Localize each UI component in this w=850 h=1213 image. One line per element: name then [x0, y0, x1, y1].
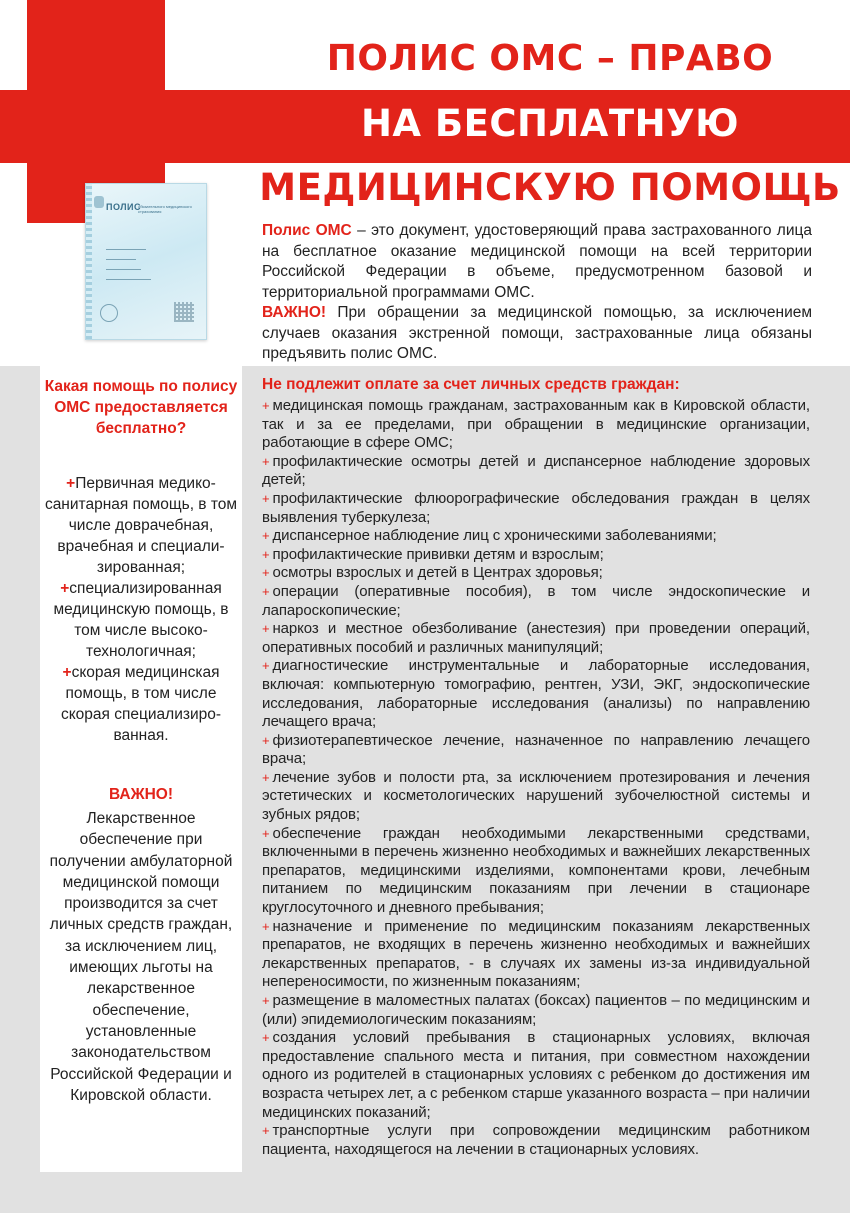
list-item	[262, 583, 810, 620]
list-item-text: транспортные услуги при сопровождении медицинским работником пациента, находящегося на лечении в стационарных условиях.	[262, 1122, 810, 1158]
intro-text-1: – это документ, удостоверяющий права застрахованного лица на бесплатное оказание медицинской помощи на всей территории Российской Федерации в объеме, предусмотренном базовой и территориальной программами ОМС.	[262, 222, 813, 301]
plus-icon: +	[262, 528, 270, 544]
list-item-text: размещение в маломестных палатах (боксах) пациентов – по медицинским и (или) эпидемиологическим показаниям;	[262, 992, 810, 1028]
plus-icon: +	[262, 621, 270, 637]
list-item-text: создания условий пребывания в стационарных условиях, включая предоставление спального места и питания, при совместном нахождении одного из родителей в стационарных условиях с ребенком до достижения им возраста четырех лет, а с ребенком старше указанного возраста – при наличии медицинских показаний;	[262, 1029, 810, 1121]
intro-lead: Полис ОМС	[262, 222, 352, 239]
intro-text	[262, 221, 812, 365]
sidebar-list-item	[42, 578, 240, 662]
list-item	[262, 1029, 810, 1122]
card-seal-icon	[100, 304, 118, 322]
list-item	[262, 490, 810, 527]
card-qr-icon	[174, 302, 194, 322]
list-item-text: лечение зубов и полости рта, за исключением протезирования и лечения эстетических и косметологических нарушений зубочелюстной системы и зубных рядов;	[262, 768, 810, 824]
sidebar-list	[42, 473, 240, 746]
card-line	[106, 259, 136, 260]
list-item-text: профилактические флюорографические обследования граждан в целях выявления туберкулеза;	[262, 489, 810, 526]
list-item-text: профилактические прививки детям и взрослым;	[272, 545, 604, 563]
title-line-1: ПОЛИС ОМС – ПРАВО	[326, 38, 774, 79]
list-item	[262, 546, 810, 565]
list-item	[262, 657, 810, 731]
list-item	[262, 453, 810, 490]
plus-icon: +	[262, 490, 270, 506]
sidebar-item-text: специализированная медицинскую помощь, в том числе высоко-технологичная;	[53, 580, 229, 660]
plus-icon: +	[62, 664, 72, 681]
plus-icon: +	[262, 453, 270, 469]
list-item	[262, 620, 810, 657]
list-item	[262, 992, 810, 1029]
list-item-text: медицинская помощь гражданам, застрахованным как в Кировской области, так и за ее пределами, при обращении в медицинские организации, работающие в сфере ОМС;	[262, 397, 810, 452]
list-item	[262, 825, 810, 918]
plus-icon: +	[262, 398, 270, 413]
card-line	[106, 269, 141, 270]
plus-icon: +	[262, 769, 270, 785]
plus-icon: +	[262, 1123, 270, 1139]
list-item	[262, 1122, 810, 1159]
sidebar-list-item	[42, 473, 240, 578]
sidebar-item-text: скорая медицинская помощь, в том числе скорая специализиро-ванная.	[60, 664, 222, 744]
plus-icon: +	[262, 825, 270, 841]
sidebar-title: Какая помощь по полису ОМС предоставляется бесплатно?	[44, 378, 238, 437]
card-line	[106, 279, 151, 280]
card-stripe	[86, 184, 92, 339]
plus-icon: +	[262, 993, 270, 1008]
plus-icon: +	[66, 475, 76, 492]
plus-icon: +	[262, 1030, 270, 1046]
sidebar-important-title: ВАЖНО!	[108, 786, 174, 803]
card-subtitle: обязательного медицинского страхования	[138, 204, 192, 214]
plus-icon: +	[262, 546, 270, 562]
list-item	[262, 918, 810, 992]
title-line-3: МЕДИЦИНСКУЮ ПОМОЩЬ	[259, 166, 841, 209]
sidebar-important-text: Лекарственное обеспечение при получении амбулаторной медицинской помощи производится за счет личных средств граждан, за исключением лиц, имеющих льготы на лекарственное обеспечение, установленные законодательством Российской Федерации и Кировской области.	[49, 810, 233, 1104]
title-line-2: НА БЕСПЛАТНУЮ	[360, 102, 740, 145]
list-item-text: профилактические осмотры детей и диспансерное наблюдение здоровых детей;	[262, 452, 810, 489]
main-list	[262, 397, 810, 1159]
intro-text-2: При обращении за медицинской помощью, за исключением случаев оказания экстренной помощи, застрахованные лица обязаны предъявить полис ОМС.	[262, 304, 812, 362]
plus-icon: +	[60, 580, 70, 597]
list-item	[262, 564, 810, 583]
list-item-text: физиотерапевтическое лечение, назначенное по направлению лечащего врача;	[262, 731, 810, 768]
main-list-title: Не подлежит оплате за счет личных средств граждан:	[262, 376, 680, 393]
card-title: ПОЛИС	[106, 202, 142, 212]
card-emblem-icon	[94, 196, 104, 208]
plus-icon: +	[262, 918, 270, 934]
plus-icon: +	[262, 583, 270, 599]
list-item	[262, 732, 810, 769]
list-item-text: обеспечение граждан необходимыми лекарственными средствами, включенными в перечень жизненно необходимых и важнейших лекарственных препаратов, медицинскими изделиями, компонентами крови, лечебным питанием по медицинским показаниям при лечении в стационаре круглосуточного и дневного пребывания;	[262, 824, 810, 917]
plus-icon: +	[262, 658, 270, 674]
list-item	[262, 527, 810, 546]
intro-important-label: ВАЖНО!	[262, 304, 327, 321]
list-item-text: операции (оперативные пособия), в том числе эндоскопические и лапароскопические;	[262, 582, 810, 619]
list-item-text: наркоз и местное обезболивание (анестезия) при проведении операций, оперативных пособий и различных манипуляций;	[262, 620, 810, 656]
plus-icon: +	[262, 565, 270, 581]
card-line	[106, 249, 146, 250]
sidebar-item-text: Первичная медико-санитарная помощь, в том числе доврачебная, врачебная и специали-зированная;	[44, 475, 238, 576]
list-item	[262, 397, 810, 453]
oms-policy-card-image	[85, 183, 207, 340]
list-item	[262, 769, 810, 825]
list-item-text: диагностические инструментальные и лабораторные исследования, включая: компьютерную томографию, рентген, УЗИ, ЭКГ, эндоскопические исследования, лабораторные исследования (анализы) по направлению лечащего врача;	[262, 657, 810, 731]
list-item-text: назначение и применение по медицинским показаниям лекарственных препаратов, не входящих в перечень жизненно необходимых и важнейших лекарственных препаратов, - в случаях их замены из-за индивидуальной непереносимости, по жизненным показаниям;	[262, 917, 810, 991]
sidebar-list-item	[42, 662, 240, 746]
list-item-text: диспансерное наблюдение лиц с хроническими заболеваниями;	[272, 527, 717, 545]
list-item-text: осмотры взрослых и детей в Центрах здоровья;	[272, 564, 603, 582]
plus-icon: +	[262, 732, 270, 748]
